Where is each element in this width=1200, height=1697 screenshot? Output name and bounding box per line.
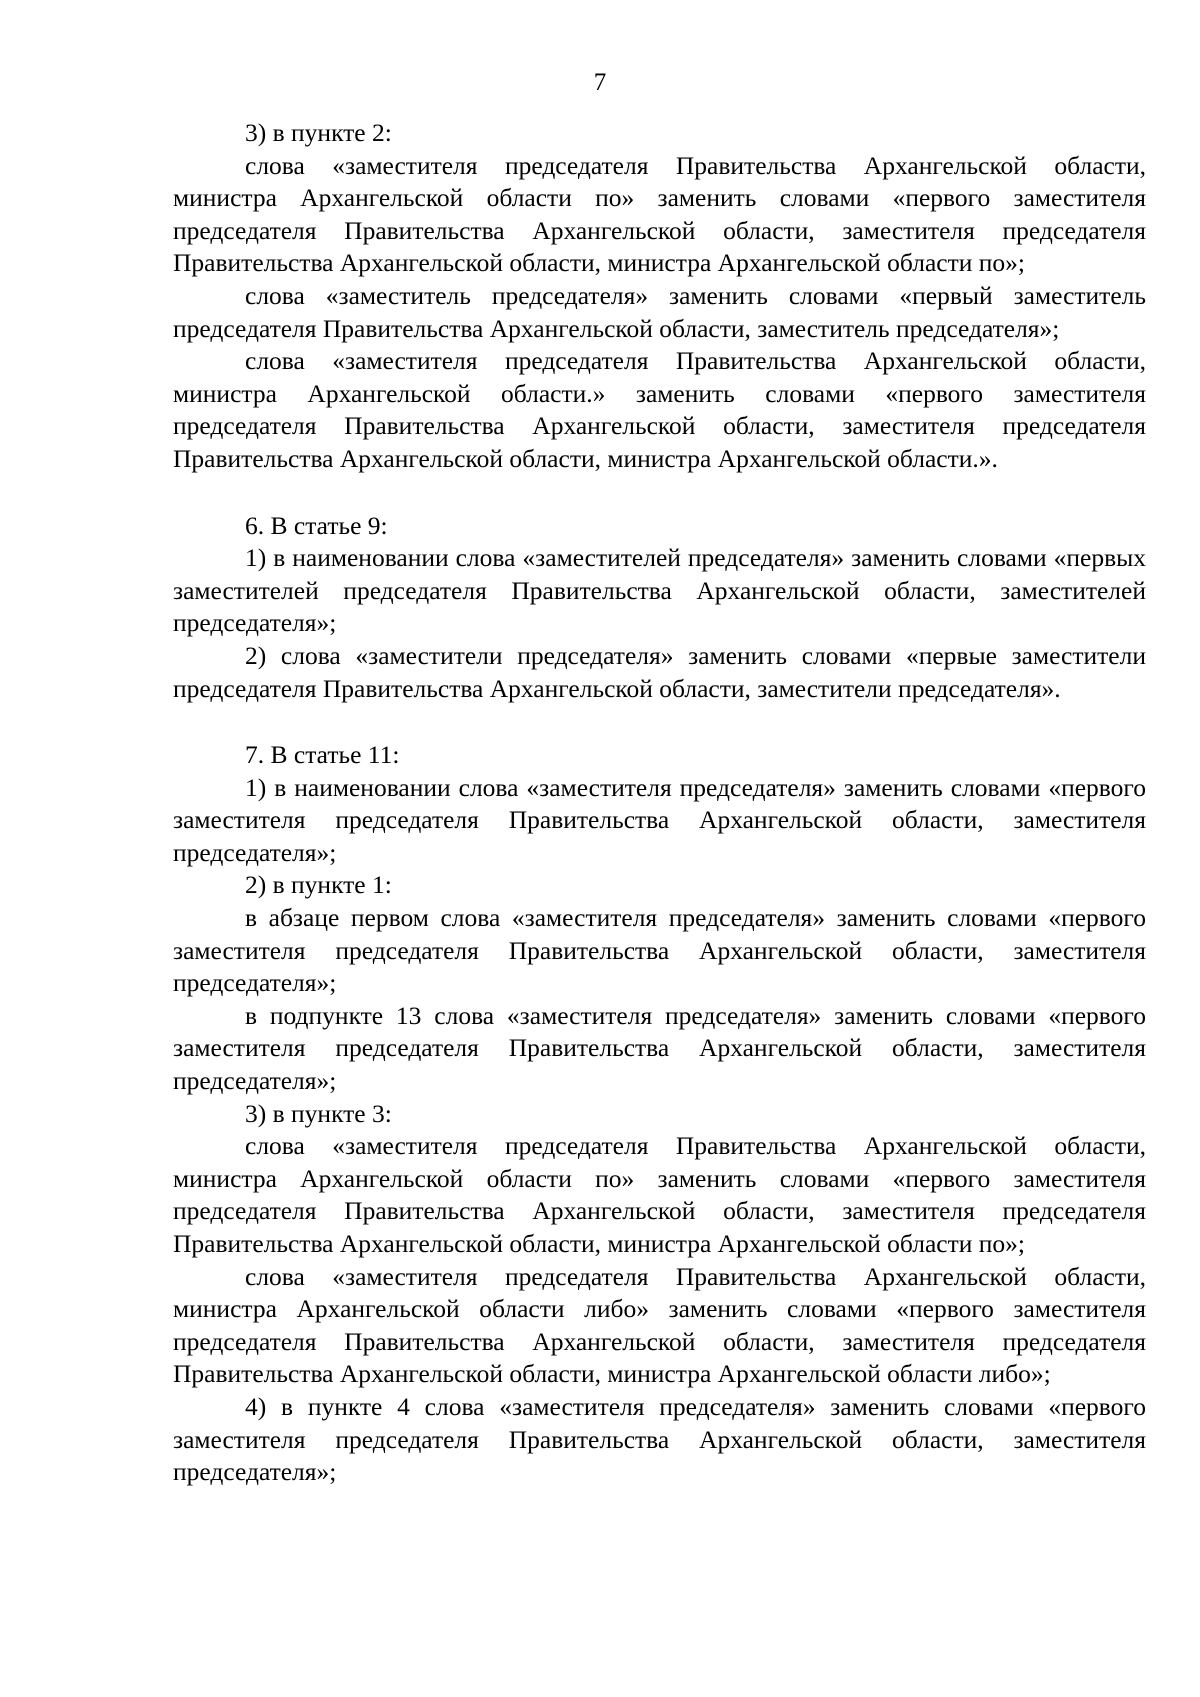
paragraph: 1) в наименовании слова «заместителя председателя» заменить словами «первого заместителя председателя Правительства Архангельской области, заместителя председателя»;: [173, 772, 1146, 867]
paragraph: 7. В статье 11:: [245, 740, 400, 770]
paragraph: слова «заместителя председателя Правительства Архангельской области, министра Архангельской области либо» заменить словами «первого заместителя председателя Правительства Архангельской области, заместителя председателя Правительства Архангельской области, министра Архангельской области либо»;: [173, 1261, 1146, 1389]
paragraph: 4) в пункте 4 слова «заместителя председателя» заменить словами «первого заместителя председателя Правительства Архангельской области, заместителя председателя»;: [173, 1391, 1146, 1487]
paragraph: в подпункте 13 слова «заместителя председателя» заменить словами «первого заместителя председателя Правительства Архангельской области, заместителя председателя»;: [173, 1000, 1146, 1096]
section-gap: [173, 705, 1146, 739]
document-body: [173, 117, 1146, 1489]
paragraph: в абзаце первом слова «заместителя председателя» заменить словами «первого заместителя председателя Правительства Архангельской области, заместителя председателя»;: [173, 903, 1146, 998]
paragraph: 6. В статье 9:: [245, 510, 388, 540]
paragraph: 2) в пункте 1:: [245, 870, 392, 900]
page-number: 7: [593, 69, 607, 96]
paragraph: слова «заместитель председателя» заменить словами «первый заместитель председателя Правительства Архангельской области, заместитель председателя»;: [173, 280, 1146, 343]
paragraph: 3) в пункте 2:: [245, 118, 392, 147]
paragraph: 2) слова «заместители председателя» заменить словами «первые заместители председателя Правительства Архангельской области, заместители председателя».: [173, 640, 1146, 703]
paragraph: слова «заместителя председателя Правительства Архангельской области, министра Архангельской области.» заменить словами «первого заместителя председателя Правительства Архангельской области, заместителя председателя Правительства Архангельской области, министра Архангельской области.».: [173, 346, 1146, 473]
paragraph: 3) в пункте 3:: [245, 1098, 392, 1128]
section-gap: [173, 476, 1146, 510]
paragraph: 1) в наименовании слова «заместителей председателя» заменить словами «первых заместителей председателя Правительства Архангельской области, заместителей председателя»;: [173, 543, 1146, 638]
paragraph: слова «заместителя председателя Правительства Архангельской области, министра Архангельской области по» заменить словами «первого заместителя председателя Правительства Архангельской области, заместителя председателя Правительства Архангельской области, министра Архангельской области по»;: [173, 150, 1146, 278]
paragraph: слова «заместителя председателя Правительства Архангельской области, министра Архангельской области по» заменить словами «первого заместителя председателя Правительства Архангельской области, заместителя председателя Правительства Архангельской области, министра Архангельской области по»;: [173, 1131, 1146, 1258]
